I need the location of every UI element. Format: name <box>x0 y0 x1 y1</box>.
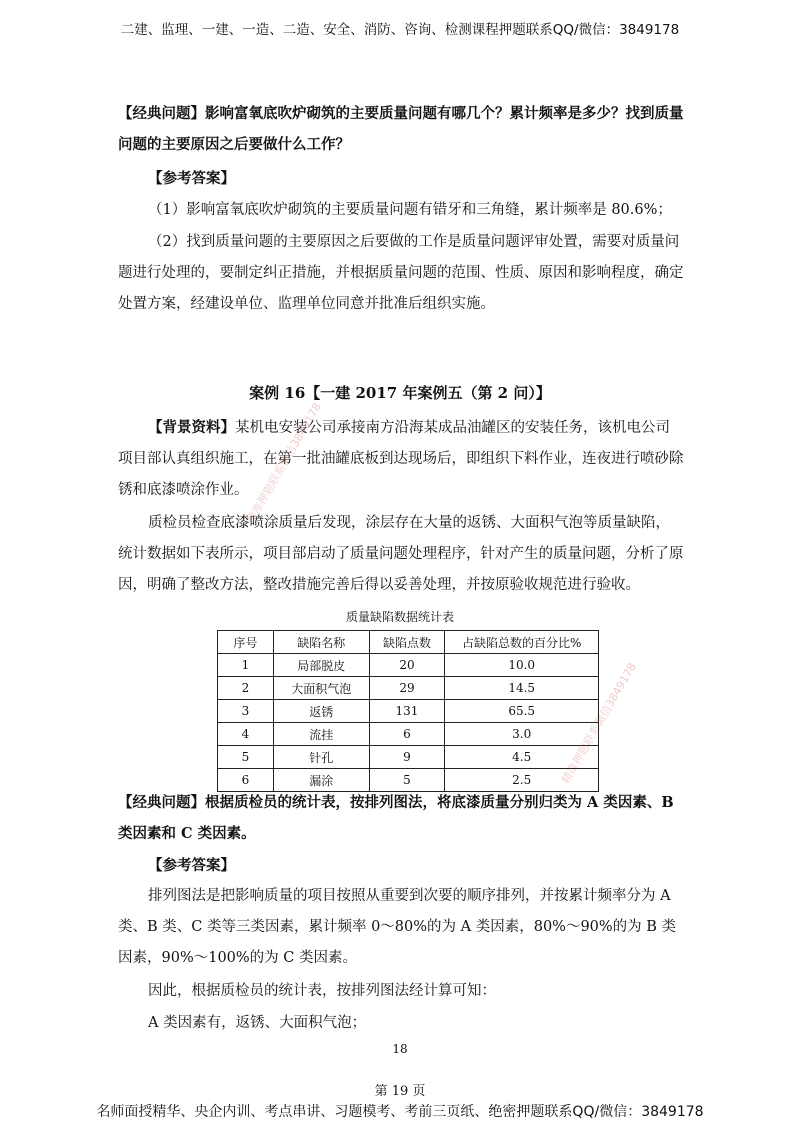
question-1 <box>118 98 684 160</box>
cell-percentage: 65.5 <box>445 700 599 723</box>
question-2 <box>118 787 684 849</box>
cell-percentage: 4.5 <box>445 746 599 769</box>
question-1-tag: 【经典问题】 <box>118 105 205 122</box>
cell-defect-count: 6 <box>369 723 445 746</box>
header-seq: 序号 <box>218 631 274 654</box>
header-banner: 二建、监理、一建、一造、二造、安全、消防、咨询、检测课程押题联系QQ/微信：3849178 <box>120 22 680 38</box>
header-defect-name: 缺陷名称 <box>273 631 369 654</box>
question-2-tag: 【经典问题】 <box>118 794 205 811</box>
cell-seq: 1 <box>218 654 274 677</box>
defect-table <box>217 630 599 792</box>
cell-seq: 6 <box>218 769 274 792</box>
table-caption: 质量缺陷数据统计表 <box>345 610 454 624</box>
cell-defect-name: 针孔 <box>273 746 369 769</box>
cell-defect-count: 9 <box>369 746 445 769</box>
background-text-1: 某机电安装公司承接南方沿海某成品油罐区的安装任务，该机电公司项目部认真组织施工，在第一批油罐底板到达现场后，即组织下料作业，连夜进行喷砂除锈和底漆喷涂作业。 <box>118 420 684 498</box>
question-2-text: 根据质检员的统计表，按排列图法，将底漆质量分别归类为 A 类因素、B 类因素和 C 类因素。 <box>118 794 674 842</box>
cell-defect-count: 131 <box>369 700 445 723</box>
answer-2-paragraph-2: 因此，根据质检员的统计表，按排列图法经计算可知： <box>148 983 496 999</box>
cell-percentage: 3.0 <box>445 723 599 746</box>
cell-seq: 2 <box>218 677 274 700</box>
table-row <box>218 723 599 746</box>
question-1-text: 影响富氧底吹炉砌筑的主要质量问题有哪几个？累计频率是多少？找到质量问题的主要原因之后要做什么工作？ <box>118 105 684 153</box>
table-row <box>218 654 599 677</box>
table-row <box>218 677 599 700</box>
table-header-row <box>218 631 599 654</box>
cell-percentage: 2.5 <box>445 769 599 792</box>
table-row <box>218 700 599 723</box>
background-tag: 【背景资料】 <box>148 419 235 436</box>
cell-defect-count: 5 <box>369 769 445 792</box>
table-row <box>218 746 599 769</box>
answer-1-item-1: （1）影响富氧底吹炉砌筑的主要质量问题有错牙和三角缝，累计频率是 80.6%； <box>148 202 672 218</box>
background-paragraph-1 <box>118 412 684 506</box>
cell-defect-count: 29 <box>369 677 445 700</box>
watermark-stamp: 精准押题联系微信3849178 <box>244 400 324 526</box>
header-percentage: 占缺陷总数的百分比% <box>445 631 599 654</box>
cell-defect-name: 漏涂 <box>273 769 369 792</box>
page-number: 18 <box>392 1042 408 1056</box>
cell-seq: 3 <box>218 700 274 723</box>
cell-percentage: 10.0 <box>445 654 599 677</box>
cell-defect-count: 20 <box>369 654 445 677</box>
background-paragraph-2: 质检员检查底漆喷涂质量后发现，涂层存在大量的返锈、大面积气泡等质量缺陷，统计数据如下表所示，项目部启动了质量问题处理程序，针对产生的质量问题，分析了原因，明确了整改方法，整改措施完善后得以妥善处理，并按原验收规范进行验收。 <box>118 515 684 593</box>
cell-seq: 4 <box>218 723 274 746</box>
answer-1-item-2: （2）找到质量问题的主要原因之后要做的工作是质量问题评审处置，需要对质量问题进行处理的，要制定纠正措施，并根据质量问题的范围、性质、原因和影响程度，确定处置方案，经建设单位、监理单位同意并批准后组织实施。 <box>118 234 684 312</box>
cell-percentage: 14.5 <box>445 677 599 700</box>
header-defect-count: 缺陷点数 <box>369 631 445 654</box>
watermark-stamp: 精准押题联系微信3849178 <box>559 660 639 786</box>
answer-2-paragraph-3: A 类因素有，返锈、大面积气泡； <box>148 1015 367 1031</box>
cell-defect-name: 大面积气泡 <box>273 677 369 700</box>
answer-2-paragraph-1: 排列图法是把影响质量的项目按照从重要到次要的顺序排列，并按累计频率分为 A 类、B 类、C 类等三类因素，累计频率 0～80%的为 A 类因素，80%～90%的为 B 类因素，90%～100%的为 C 类因素。 <box>118 888 677 966</box>
cell-defect-name: 返锈 <box>273 700 369 723</box>
cell-defect-name: 流挂 <box>273 723 369 746</box>
cell-defect-name: 局部脱皮 <box>273 654 369 677</box>
answer-1-tag: 【参考答案】 <box>148 170 235 187</box>
case-title: 案例 16【一建 2017 年案例五（第 2 问）】 <box>249 384 551 402</box>
cell-seq: 5 <box>218 746 274 769</box>
answer-2-tag: 【参考答案】 <box>148 857 235 874</box>
footer-banner: 名师面授精华、央企内训、考点串讲、习题模考、考前三页纸、绝密押题联系QQ/微信：3849178 <box>96 1104 704 1120</box>
page-label: 第 19 页 <box>374 1084 426 1099</box>
